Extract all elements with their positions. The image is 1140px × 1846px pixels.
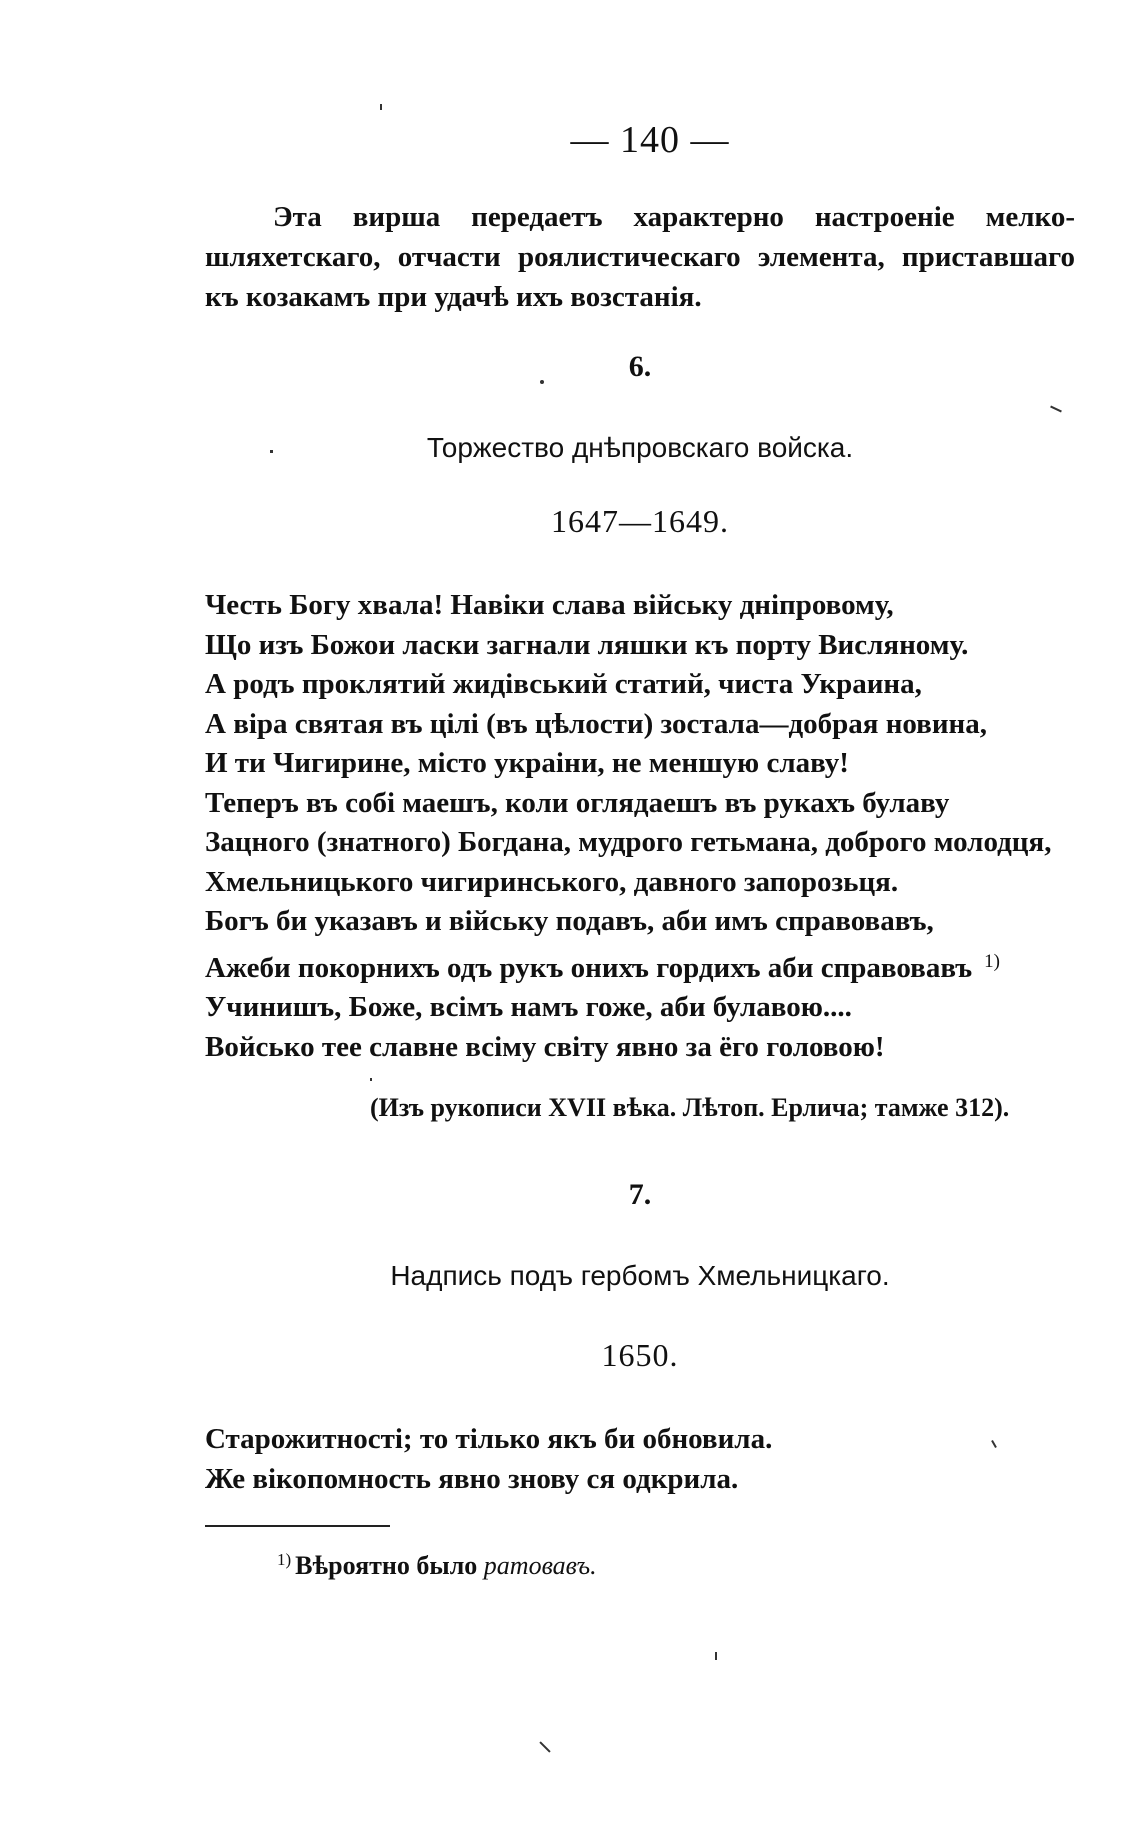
- verse-line-text: Ажеби покорнихъ одъ рукъ онихъ гордихъ аби справовавъ: [205, 951, 973, 984]
- verse-line: Теперъ въ собі маешъ, коли оглядаешъ въ рукахъ булаву: [205, 786, 950, 819]
- verse-line: Що изъ Божои ласки загнали ляшки къ порту Висляному.: [205, 628, 969, 661]
- verse-line: Старожитності; то тілько якъ би обновила.: [205, 1423, 773, 1455]
- verse-line: Зацного (знатного) Богдана, мудрого гетьмана, доброго молодця,: [205, 826, 1052, 858]
- footnote-italic: ратовавъ.: [483, 1551, 597, 1580]
- footnote-marker: 1): [277, 1550, 292, 1569]
- footnote-divider: [205, 1525, 390, 1527]
- section-6-title: Торжество днѣпровскаго войска.: [426, 432, 854, 463]
- section-6-verse: [205, 586, 1085, 1067]
- scan-speck: [380, 104, 382, 110]
- verse-line: Хмельницького чигиринського, давного запорозьця.: [205, 865, 899, 898]
- verse-line: Войсько тее славне всіму світу явно за ёго головою!: [205, 1030, 885, 1063]
- footnote-marker: 1): [984, 950, 1000, 972]
- scan-speck: [1050, 406, 1062, 413]
- verse-line: И ти Чигирине, місто украіни, не меншую славу!: [205, 747, 849, 779]
- footnote: [277, 1550, 597, 1581]
- scan-speck: [539, 1741, 550, 1752]
- section-7-number: 7.: [628, 1178, 652, 1211]
- section-6-number: 6.: [628, 350, 652, 383]
- verse-line: Же вікопомность явно знову ся одкрила.: [205, 1462, 739, 1495]
- scan-speck: [270, 450, 273, 453]
- page-number: — 140 —: [570, 119, 730, 161]
- verse-line: Богъ би указавъ и війську подавъ, аби имъ справовавъ,: [205, 905, 934, 937]
- verse-line: Честь Богу хвала! Навіки слава війську дніпровому,: [205, 589, 894, 621]
- verse-line: А віра святая въ цілі (въ цѣлости) зостала—добрая новина,: [205, 707, 988, 740]
- intro-paragraph: [205, 197, 1075, 317]
- section-7-title: Надпись подъ гербомъ Хмельницкаго.: [390, 1260, 890, 1291]
- verse-line: Учинишъ, Боже, всімъ намъ гоже, аби булавою....: [205, 991, 852, 1023]
- scan-speck: [715, 1652, 717, 1660]
- verse-line-with-footnote: [205, 942, 1085, 989]
- scan-speck: [370, 1078, 372, 1081]
- section-7-verse: [205, 1420, 1085, 1499]
- footnote-text: Вѣроятно было: [295, 1551, 478, 1580]
- section-6-years: 1647—1649.: [551, 503, 729, 539]
- scan-speck: [540, 380, 544, 384]
- section-6-source: (Изъ рукописи XVII вѣка. Лѣтоп. Ерлича; тамже 312).: [370, 1093, 1010, 1122]
- verse-line: А родъ проклятий жидівський статий, чиста Украина,: [205, 668, 922, 700]
- intro-text: Эта вирша передаетъ характерно настроеніе мелко-шляхетскаго, отчасти роялистическаго элемента, приставшаго къ козакамъ при удачѣ ихъ возстанія.: [205, 201, 1075, 313]
- section-7-year: 1650.: [601, 1337, 679, 1373]
